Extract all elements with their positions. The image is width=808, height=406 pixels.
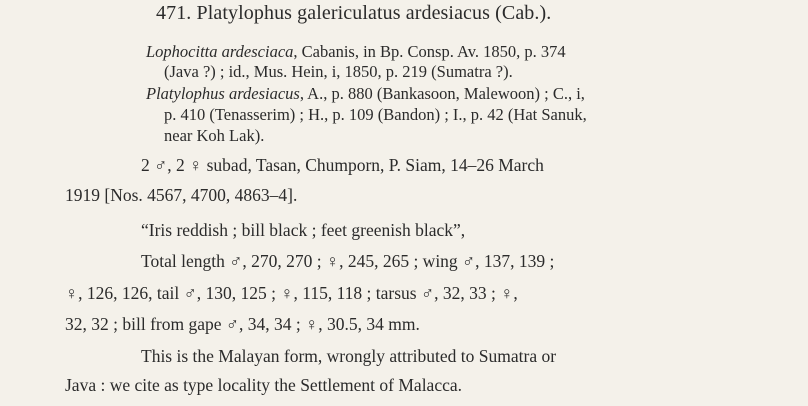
specimens-line-2: 1919 [Nos. 4567, 4700, 4863–4]. [65,185,298,205]
specimens-line-1: 2 ♂, 2 ♀ subad, Tasan, Chumporn, P. Siam, 14–26 March [141,155,544,175]
synonym-citation-1: , Cabanis, in Bp. Consp. Av. 1850, p. 374 [293,42,566,61]
species-heading: 471. Platylophus galericulatus ardesiacus (Cab.). [156,2,552,24]
measurements-line-2: ♀, 126, 126, tail ♂, 130, 125 ; ♀, 115, 118 ; tarsus ♂, 32, 33 ; ♀, [65,283,518,303]
remarks-line-1: This is the Malayan form, wrongly attributed to Sumatra or [141,346,557,366]
measurements-line-3: 32, 32 ; bill from gape ♂, 34, 34 ; ♀, 30.5, 34 mm. [65,314,420,334]
field-notes: “Iris reddish ; bill black ; feet greenish black”, [141,220,466,240]
synonym-name-1: Lophocitta ardesciaca [146,42,294,61]
synonymy-entry-2-line-3: near Koh Lak). [164,126,265,145]
measurements-line-1: Total length ♂, 270, 270 ; ♀, 245, 265 ; wing ♂, 137, 139 ; [141,251,555,271]
synonym-citation-2: , A., p. 880 (Bankasoon, Malewoon) ; C., i, [299,84,585,103]
synonym-name-2: Platylophus ardesiacus [146,84,300,103]
synonymy-entry-1-line-2: (Java ?) ; id., Mus. Hein, i, 1850, p. 219 (Sumatra ?). [164,62,513,81]
synonymy-entry-2-line-1 [146,84,585,104]
remarks-line-2: Java : we cite as type locality the Settlement of Malacca. [65,375,462,395]
synonymy-entry-2-line-2: p. 410 (Tenasserim) ; H., p. 109 (Bandon) ; I., p. 42 (Hat Sanuk, [164,105,587,124]
synonymy-entry-1-line-1 [146,42,566,62]
